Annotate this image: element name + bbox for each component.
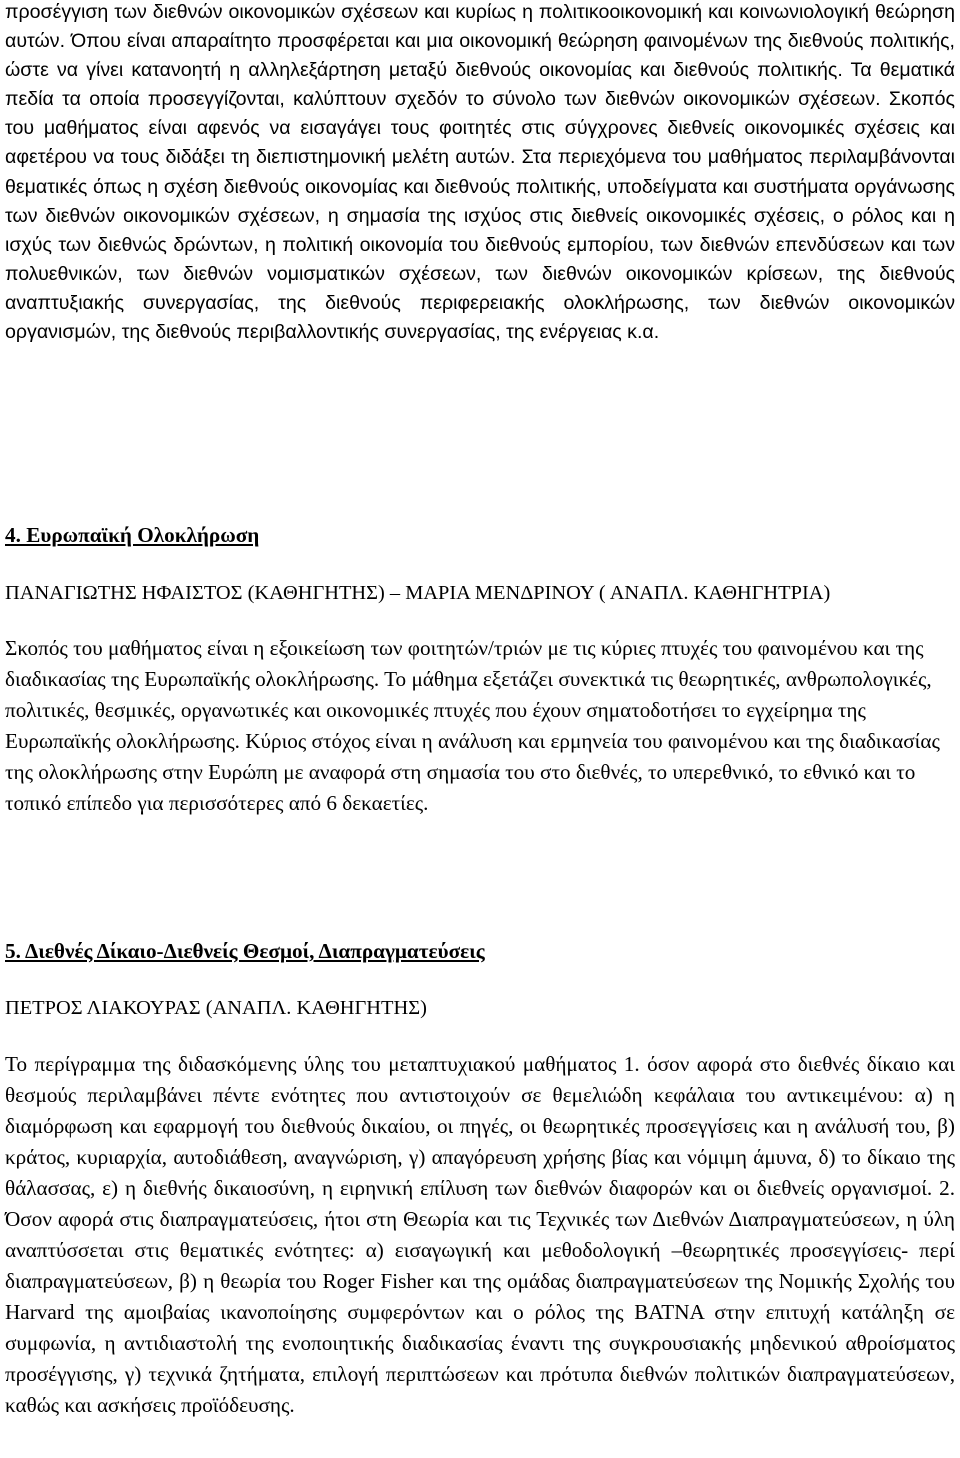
section5-instructors: ΠΕΤΡΟΣ ΛΙΑΚΟΥΡΑΣ (ΑΝΑΠΛ. ΚΑΘΗΓΗΤΗΣ) — [5, 997, 427, 1019]
section4-heading: 4. Ευρωπαϊκή Ολοκλήρωση — [5, 523, 260, 547]
section3-paragraph: προσέγγιση των διεθνών οικονομικών σχέσεων και κυρίως η πολιτικοοικονομική και κοινωνιολογική θεώρηση αυτών. Όπου είναι απαραίτητο προσφέρεται και μια οικονομική θεώρηση φαινομένων της διεθνούς πολιτικής, ώστε να γίνει κατανοητή η αλληλεξάρτηση μεταξύ διεθνούς οικονομίας και διεθνούς πολιτικής. Τα θεματικά πεδία τα οποία προσεγγίζονται, καλύπτουν σχεδόν το σύνολο των διεθνών οικονομικών σχέσεων. Σκοπός του μαθήματος είναι αφενός να εισαγάγει τους φοιτητές στις σύγχρονες διεθνείς οικονομικές σχέσεις και αφετέρου να τους διδάξει τη διεπιστημονική μελέτη αυτών. Στα περιεχόμενα του μαθήματος περιλαμβάνονται θεματικές όπως η σχέση διεθνούς οικονομίας και διεθνούς πολιτικής, υποδείγματα και συστήματα οργάνωσης των διεθνών οικονομικών σχέσεων, η σημασία της ισχύος στις διεθνείς οικονομικές σχέσεις, ο ρόλος και η ισχύς των διεθνώς δρώντων, η πολιτική οικονομία του διεθνούς εμπορίου, των διεθνών επενδύσεων και των πολυεθνικών, των διεθνών νομισματικών σχέσεων, των διεθνών οικονομικών κρίσεων, της διεθνούς αναπτυξιακής συνεργασίας, της διεθνούς περιφερειακής ολοκλήρωσης, των διεθνών οικονομικών οργανισμών, της διεθνούς περιβαλλοντικής συνεργασίας, της ενέργειας κ.α. — [5, 1, 955, 344]
section5-heading: 5. Διεθνές Δίκαιο-Διεθνείς Θεσμοί, Διαπραγματεύσεις — [5, 939, 485, 963]
section5-paragraph: Το περίγραμμα της διδασκόμενης ύλης του μεταπτυχιακού μαθήματος 1. όσον αφορά στο διεθνές δίκαιο και θεσμούς περιλαμβάνει πέντε ενότητες που αντιστοιχούν σε θεμελιώδη κεφάλαια του αντικειμένου: α) η διαμόρφωση και εφαρμογή του διεθνούς δικαίου, οι πηγές, οι θεωρητικές προσεγγίσεις και η ανάλυσή του, β) κράτος, κυριαρχία, αυτοδιάθεση, αναγνώριση, γ) απαγόρευση χρήσης βίας και νόμιμη άμυνα, δ) το δίκαιο της θάλασσας, ε) η διεθνής δικαιοσύνη, η ειρηνική επίλυση των διεθνών διαφορών και οι διεθνείς οργανισμοί. 2. Όσον αφορά στις διαπραγματεύσεις, ήτοι στη Θεωρία και τις Τεχνικές των Διεθνών Διαπραγματεύσεων, η ύλη αναπτύσσεται στις θεματικές ενότητες: α) εισαγωγική και μεθοδολογική –θεωρητικές προσεγγίσεις- περί διαπραγματεύσεων, β) η θεωρία του Roger Fisher και της ομάδας διαπραγματεύσεων της Νομικής Σχολής του Harvard της αμοιβαίας ικανοποίησης συμφερόντων και ο ρόλος της BATNA στην επιτυχή κατάληξη σε συμφωνία, η αντιδιαστολή της ενοποιητικής διαδικασίας έναντι της συγκρουσιακής μηδενικού αθροίσματος προσέγγισης, γ) τεχνικά ζητήματα, επιλογή περιπτώσεων και πρότυπα διεθνών πολιτικών διαπραγματεύσεων, καθώς και ασκήσεις προϊόδευσης. — [5, 1052, 955, 1417]
section4-instructors: ΠΑΝΑΓΙΩΤΗΣ ΗΦΑΙΣΤΟΣ (ΚΑΘΗΓΗΤΗΣ) – ΜΑΡΙΑ ΜΕΝΔΡΙΝΟΥ ( ΑΝΑΠΛ. ΚΑΘΗΓΗΤΡΙΑ) — [5, 582, 831, 604]
section4-paragraph: Σκοπός του μαθήματος είναι η εξοικείωση των φοιτητών/τριών με τις κύριες πτυχές του φαινομένου και της διαδικασίας της Ευρωπαϊκής ολοκλήρωσης. Το μάθημα εξετάζει συνεκτικά τις θεωρητικές, ανθρωπολογικές, πολιτικές, θεσμικές, οργανωτικές και οικονομικές πτυχές που έχουν σηματοδοτήσει το εγχείρημα της Ευρωπαϊκής ολοκλήρωσης. Κύριος στόχος είναι η ανάλυση και ερμηνεία του φαινομένου και της διαδικασίας της ολοκλήρωσης στην Ευρώπη με αναφορά στη σημασία του στο διεθνές, το υπερεθνικό, το εθνικό και το τοπικό επίπεδο για περισσότερες από 6 δεκαετίες. — [5, 636, 940, 815]
